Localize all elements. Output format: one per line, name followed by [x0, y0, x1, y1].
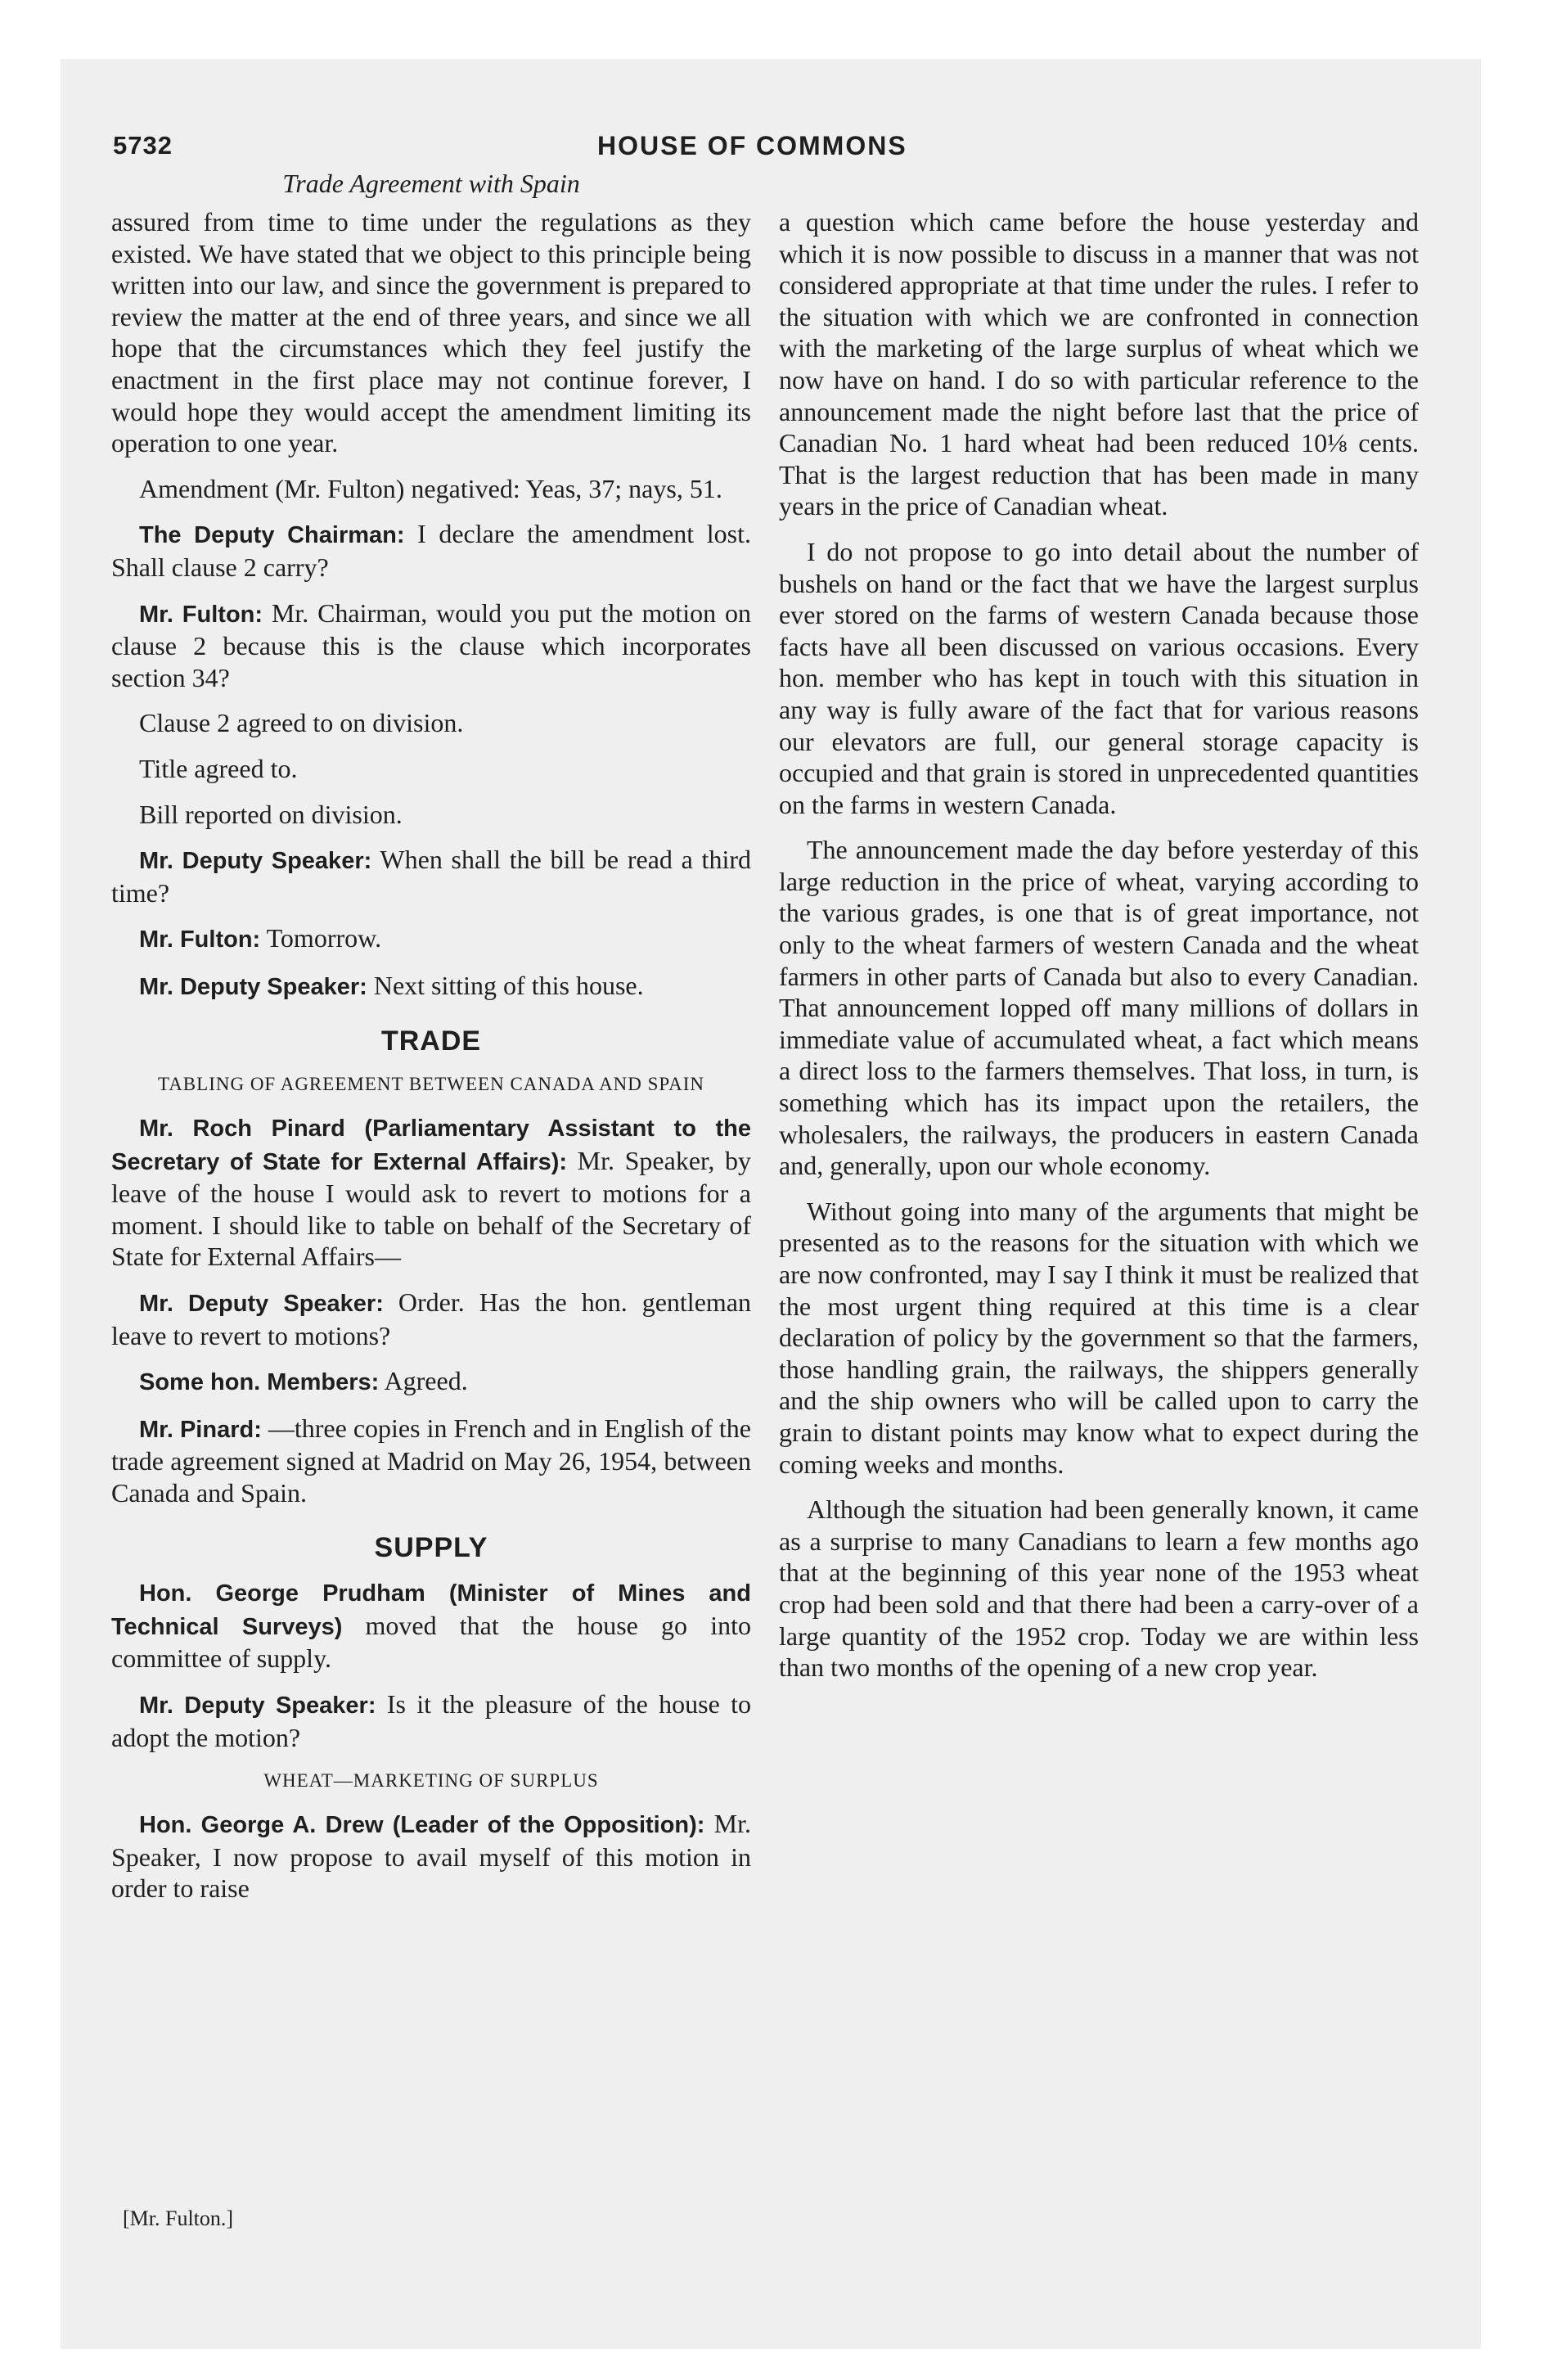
speech-text: Is it the pleasure of the house to adopt the motion? [111, 1688, 751, 1752]
speaker-name: Some hon. Members: [139, 1369, 380, 1396]
right-column [779, 206, 1419, 1697]
speech-paragraph [111, 844, 751, 908]
speaker-name: Mr. Fulton: [139, 926, 261, 953]
speaker-name: Mr. Deputy Speaker: [139, 1291, 384, 1318]
speech-paragraph [111, 1365, 751, 1399]
section-running-title: Trade Agreement with Spain [282, 169, 580, 198]
paragraph: Title agreed to. [139, 753, 298, 783]
speech-text: moved that the house go into committee of supply. [111, 1610, 751, 1674]
paragraph: Bill reported on division. [139, 799, 403, 829]
speech-paragraph [111, 518, 751, 583]
speech-paragraph [111, 1287, 751, 1351]
speech-text: Mr. Chairman, would you put the motion on clause 2 because this is the clause which incorporates section 34? [111, 597, 752, 692]
speech-text: I declare the amendment lost. Shall clause 2 carry? [111, 519, 751, 582]
speaker-name: Mr. Deputy Speaker: [139, 1692, 376, 1719]
subheading-tabling-agreement: TABLING OF AGREEMENT BETWEEN CANADA AND SPAIN [157, 1074, 704, 1095]
paragraph: Without going into many of the arguments that might be presented as to the reasons for the situation with which we are now confronted, may I say I think it must be realized that the most urgent thing required at this time is a clear declaration of policy by the government so that the farmers, those handling grain, the railways, the shippers generally and the ship owners who will be called upon to carry the grain to distant points may know what to expect during the coming weeks and months. [779, 1196, 1419, 1479]
paragraph: I do not propose to go into detail about the number of bushels on hand or the fact that we have the largest surplus ever stored on the farms of western Canada because those facts have all been discussed on various occasions. Every hon. member who has kept in touch with this situation in any way is fully aware of the fact that for various reasons our elevators are full, our general storage capacity is occupied and that grain is stored in unprecedented quantities on the farms in western Canada. [779, 536, 1419, 819]
paragraph: Clause 2 agreed to on division. [139, 708, 464, 738]
left-column [111, 206, 751, 1918]
section-heading-trade: TRADE [380, 1025, 482, 1057]
paragraph: The announcement made the day before yesterday of this large reduction in the price of wheat, varying according to the various grades, is one that is of great importance, not only to the wheat farmers of western Canada and the wheat farmers in other parts of Canada but also to every Canadian. That announcement lopped off many millions of dollars in immediate value of accumulated wheat, a fact which means a direct loss to the farmers themselves. That loss, in turn, is something which has its impact upon the retailers, the wholesalers, the railways, the producers in eastern Canada and, generally, upon our whole economy. [779, 835, 1419, 1181]
speaker-name: The Deputy Chairman: [139, 522, 405, 549]
running-head: HOUSE OF COMMONS [597, 131, 907, 160]
speech-paragraph [111, 1688, 751, 1753]
speech-paragraph [111, 1808, 751, 1904]
speaker-name: Hon. George A. Drew (Leader of the Opposition): [139, 1812, 705, 1839]
speech-paragraph [111, 1413, 751, 1509]
speech-text: Next sitting of this house. [367, 970, 644, 1000]
page-number: 5732 [113, 131, 173, 160]
speaker-footnote: [Mr. Fulton.] [123, 2206, 234, 2230]
speech-paragraph [111, 970, 751, 1003]
speaker-name: Mr. Roch Pinard (Parliamentary Assistant to the Secretary of State for External Affairs): [111, 1116, 751, 1175]
paragraph: assured from time to time under the regulations as they existed. We have stated that we object to this principle being written into our law, and since the government is prepared to review the matter at the end of three years, and since we all hope that the circumstances which they feel justify the enactment in the first place may not continue forever, I would hope they would accept the amendment limiting its operation to one year. [111, 207, 751, 458]
speaker-name: Mr. Deputy Speaker: [139, 848, 372, 875]
speech-text: Mr. Speaker, by leave of the house I would ask to revert to motions for a moment. I should like to table on behalf of the Secretary of State for External Affairs— [111, 1145, 752, 1272]
paragraph: Amendment (Mr. Fulton) negatived: Yeas, 37; nays, 51. [139, 473, 722, 503]
speaker-name: Mr. Deputy Speaker: [139, 973, 367, 1000]
speech-text: —three copies in French and in English of the trade agreement signed at Madrid on May 26, 1954, between Canada and Spain. [111, 1413, 752, 1508]
page-header [113, 131, 1422, 169]
subheading-wheat-marketing: WHEAT—MARKETING OF SURPLUS [263, 1770, 599, 1792]
speech-paragraph [111, 922, 751, 956]
speech-paragraph [111, 1111, 751, 1273]
speech-text: Agreed. [379, 1366, 468, 1396]
speaker-name: Hon. George Prudham (Minister of Mines and Technical Surveys) [111, 1580, 751, 1640]
speech-text: Tomorrow. [260, 923, 382, 953]
speaker-name: Mr. Pinard: [139, 1416, 262, 1443]
speech-paragraph [111, 597, 751, 694]
speech-text: When shall the bill be read a third time? [111, 845, 751, 908]
speech-text: Order. Has the hon. gentleman leave to revert to motions? [111, 1287, 751, 1350]
paragraph: Although the situation had been generally known, it came as a surprise to many Canadians to learn a few months ago that at the beginning of this year none of the 1953 wheat crop had been sold and that there had been a carry-over of a large quantity of the 1952 crop. Today we are within less than two months of the opening of a new crop year. [779, 1494, 1419, 1683]
speech-paragraph [111, 1576, 751, 1675]
section-heading-supply: SUPPLY [374, 1531, 488, 1563]
speech-text: Mr. Speaker, I now propose to avail myself of this motion in order to raise [111, 1809, 751, 1904]
paragraph: a question which came before the house yesterday and which it is now possible to discuss in a manner that was not considered appropriate at that time under the rules. I refer to the situation with which we are confronted in connection with the marketing of the large surplus of wheat which we now have on hand. I do so with particular reference to the announcement made the night before last that the price of Canadian No. 1 hard wheat had been reduced 10⅛ cents. That is the largest reduction that has been made in many years in the price of Canadian wheat. [779, 207, 1419, 521]
speaker-name: Mr. Fulton: [139, 601, 263, 628]
